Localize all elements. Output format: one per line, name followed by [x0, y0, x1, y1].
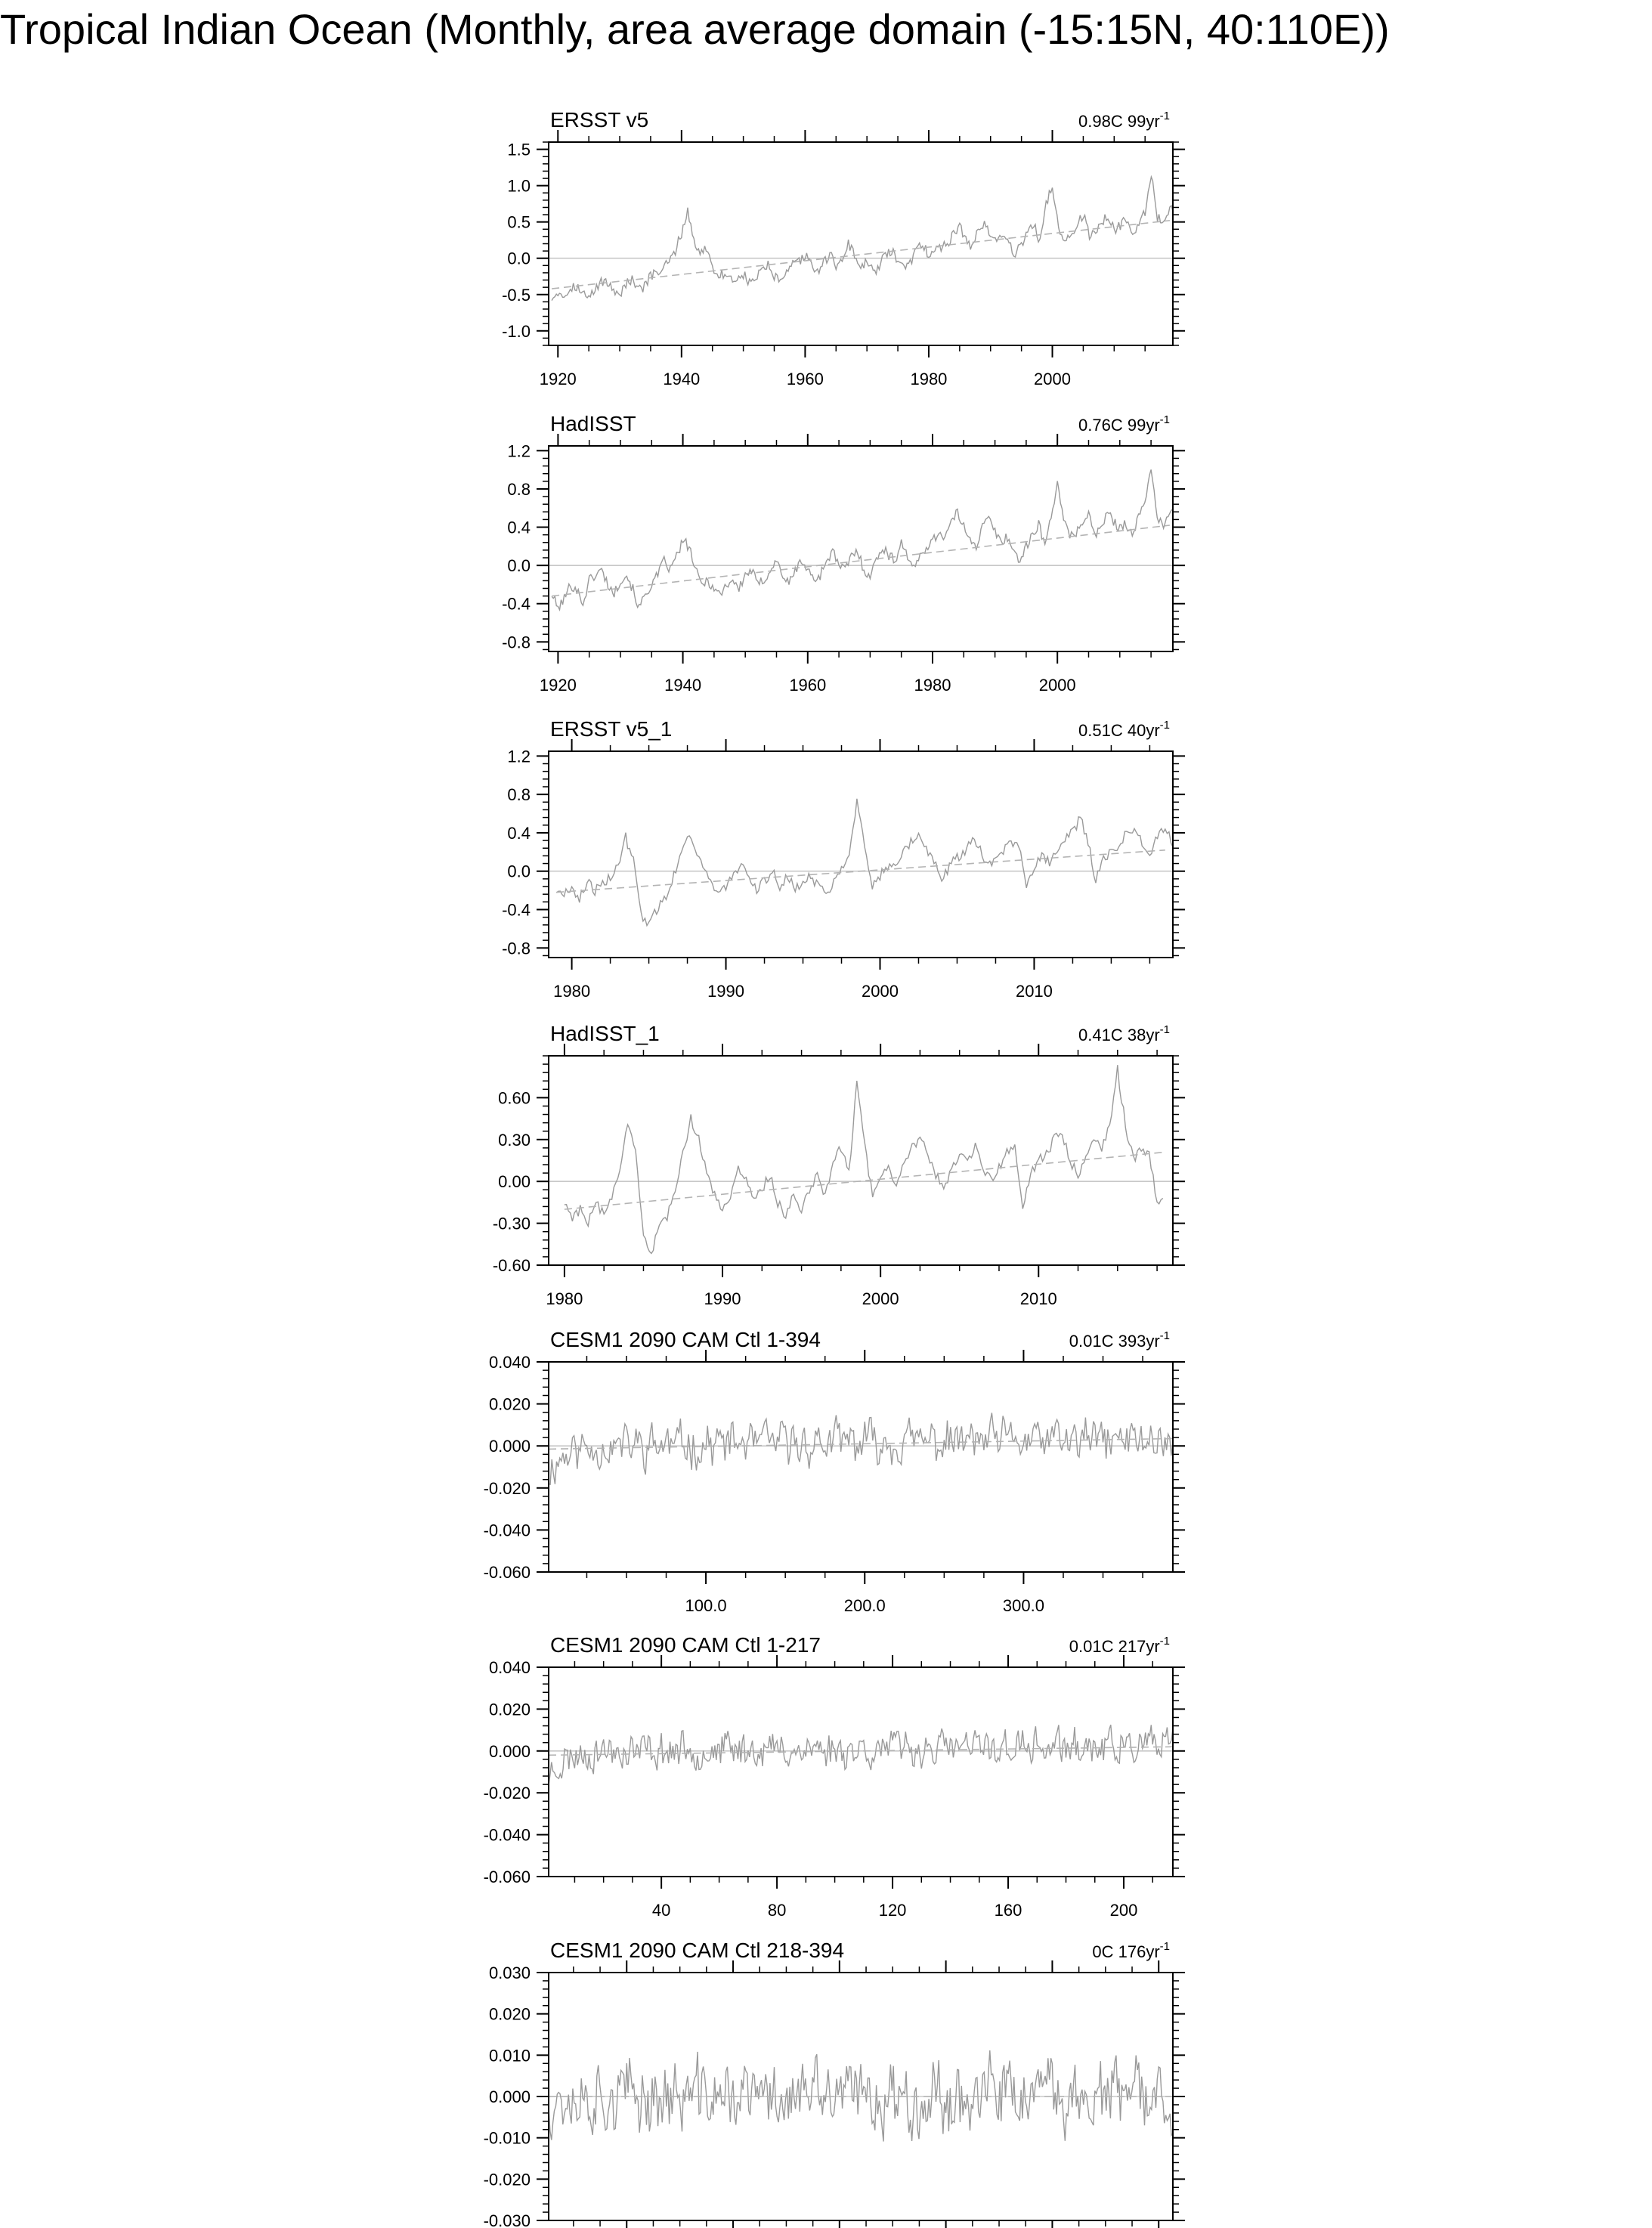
x-tick-label: 1960 [789, 676, 827, 695]
y-tick-label: -0.040 [483, 1521, 531, 1540]
trend-label: 0.98C $99yr^{-1}$ [1078, 110, 1170, 131]
y-tick-label: 1.2 [507, 441, 531, 461]
chart-title: CESM1 2090 CAM Ctl 1-394 [550, 1328, 821, 1351]
trend-label: 0.51C $40yr^{-1}$ [1078, 719, 1170, 740]
y-tick-label: 0.020 [488, 2004, 531, 2024]
plot-frame [549, 1056, 1173, 1265]
chart-panel-7 [484, 1939, 1185, 2228]
x-tick-label: 2000 [862, 1289, 899, 1308]
plot-frame [549, 142, 1173, 345]
x-tick-label: 160 [994, 1901, 1022, 1920]
y-tick-label: -0.060 [483, 1563, 531, 1582]
x-tick-label: 1980 [553, 982, 591, 1001]
y-tick-label: -0.8 [502, 939, 531, 958]
x-tick-label: 200.0 [843, 1596, 886, 1615]
series-line [556, 799, 1173, 926]
x-tick-label: 1990 [704, 1289, 741, 1308]
y-tick-label: 0.0 [507, 862, 531, 881]
y-tick-label: 1.0 [507, 176, 531, 196]
y-tick-label: 0.30 [498, 1130, 531, 1150]
y-tick-label: 0.8 [507, 479, 531, 499]
series-line [552, 177, 1173, 301]
y-tick-label: -0.010 [483, 2128, 531, 2148]
trend-label: 0C $176yr^{-1}$ [1092, 1940, 1170, 1961]
x-tick-label: 80 [767, 1901, 787, 1920]
chart-panel-1 [502, 108, 1185, 388]
y-tick-label: 0.60 [498, 1088, 531, 1108]
x-tick-label: 1980 [914, 676, 951, 695]
x-tick-label: 2010 [1019, 1289, 1057, 1308]
y-tick-label: 1.2 [507, 747, 531, 766]
y-tick-label: 0.00 [498, 1172, 531, 1192]
trend-label: 0.01C $393yr^{-1}$ [1069, 1329, 1170, 1351]
y-tick-label: 0.020 [488, 1394, 531, 1414]
y-tick-label: 0.040 [488, 1353, 531, 1372]
plot-frame [549, 1362, 1173, 1572]
plot-frame [549, 1667, 1173, 1877]
y-tick-label: -0.30 [492, 1214, 531, 1233]
y-tick-label: -0.5 [502, 285, 531, 305]
y-tick-label: 0.030 [488, 1963, 531, 1982]
y-tick-label: 0.010 [488, 2046, 531, 2066]
x-tick-label: 2000 [1034, 370, 1072, 388]
y-tick-label: -1.0 [502, 321, 531, 341]
plot-frame [549, 446, 1173, 651]
series-line [565, 1065, 1163, 1253]
x-tick-label: 200 [1109, 1901, 1138, 1920]
x-tick-label: 1980 [546, 1289, 583, 1308]
y-tick-label: -0.040 [483, 1825, 531, 1845]
chart-panel-4 [493, 1022, 1185, 1308]
x-tick-label: 2000 [1038, 676, 1076, 695]
x-tick-label: 40 [651, 1901, 671, 1920]
plot-frame [549, 751, 1173, 958]
x-tick-label: 1920 [539, 676, 577, 695]
y-tick-label: 0.0 [507, 249, 531, 268]
trend-label: 0.01C $217yr^{-1}$ [1069, 1635, 1170, 1656]
series-line [549, 1413, 1173, 1484]
y-tick-label: 0.000 [488, 1741, 531, 1761]
y-tick-label: -0.060 [483, 1867, 531, 1886]
chart-title: ERSST v5_1 [550, 717, 673, 741]
chart-title: HadISST_1 [550, 1022, 660, 1045]
y-tick-label: -0.4 [502, 900, 531, 920]
trend-line [565, 1152, 1165, 1209]
y-tick-label: -0.020 [483, 1478, 531, 1498]
page-title: Tropical Indian Ocean (Monthly, area average domain (-15:15N, 40:110E)) [0, 5, 1390, 53]
y-tick-label: 0.5 [507, 212, 531, 232]
chart-title: CESM1 2090 CAM Ctl 1-217 [550, 1633, 821, 1657]
y-tick-label: -0.4 [502, 594, 531, 614]
series-line [549, 1725, 1173, 1785]
chart-title: CESM1 2090 CAM Ctl 218-394 [550, 1939, 845, 1962]
trend-label: 0.76C $99yr^{-1}$ [1078, 413, 1170, 435]
chart-panel-5 [484, 1328, 1185, 1615]
x-tick-label: 2010 [1015, 982, 1053, 1001]
y-tick-label: -0.030 [483, 2211, 531, 2228]
trend-label: 0.41C $38yr^{-1}$ [1078, 1023, 1170, 1044]
y-tick-label: -0.020 [483, 2170, 531, 2189]
x-tick-label: 1940 [664, 676, 702, 695]
series-line [552, 469, 1173, 609]
y-tick-label: 0.4 [507, 823, 531, 843]
y-tick-label: 1.5 [507, 140, 531, 159]
chart-title: ERSST v5 [550, 108, 649, 132]
x-tick-label: 1990 [707, 982, 745, 1001]
y-tick-label: 0.040 [488, 1658, 531, 1677]
y-tick-label: 0.4 [507, 518, 531, 537]
chart-panel-2 [502, 412, 1185, 695]
y-tick-label: -0.020 [483, 1784, 531, 1803]
x-tick-label: 120 [878, 1901, 907, 1920]
y-tick-label: 0.020 [488, 1700, 531, 1719]
y-tick-label: 0.8 [507, 785, 531, 805]
x-tick-label: 1940 [663, 370, 701, 388]
x-tick-label: 1960 [786, 370, 824, 388]
chart-panel-6 [484, 1633, 1185, 1920]
y-tick-label: 0.0 [507, 556, 531, 576]
chart-title: HadISST [550, 412, 636, 435]
y-tick-label: -0.8 [502, 633, 531, 652]
y-tick-label: 0.000 [488, 1437, 531, 1456]
chart-panel-3 [502, 717, 1185, 1001]
x-tick-label: 300.0 [1002, 1596, 1044, 1615]
y-tick-label: 0.000 [488, 2087, 531, 2106]
y-tick-label: -0.60 [492, 1256, 531, 1275]
x-tick-label: 100.0 [685, 1596, 727, 1615]
trend-line [552, 221, 1170, 289]
x-tick-label: 2000 [862, 982, 899, 1001]
x-tick-label: 1920 [539, 370, 577, 388]
x-tick-label: 1980 [910, 370, 948, 388]
